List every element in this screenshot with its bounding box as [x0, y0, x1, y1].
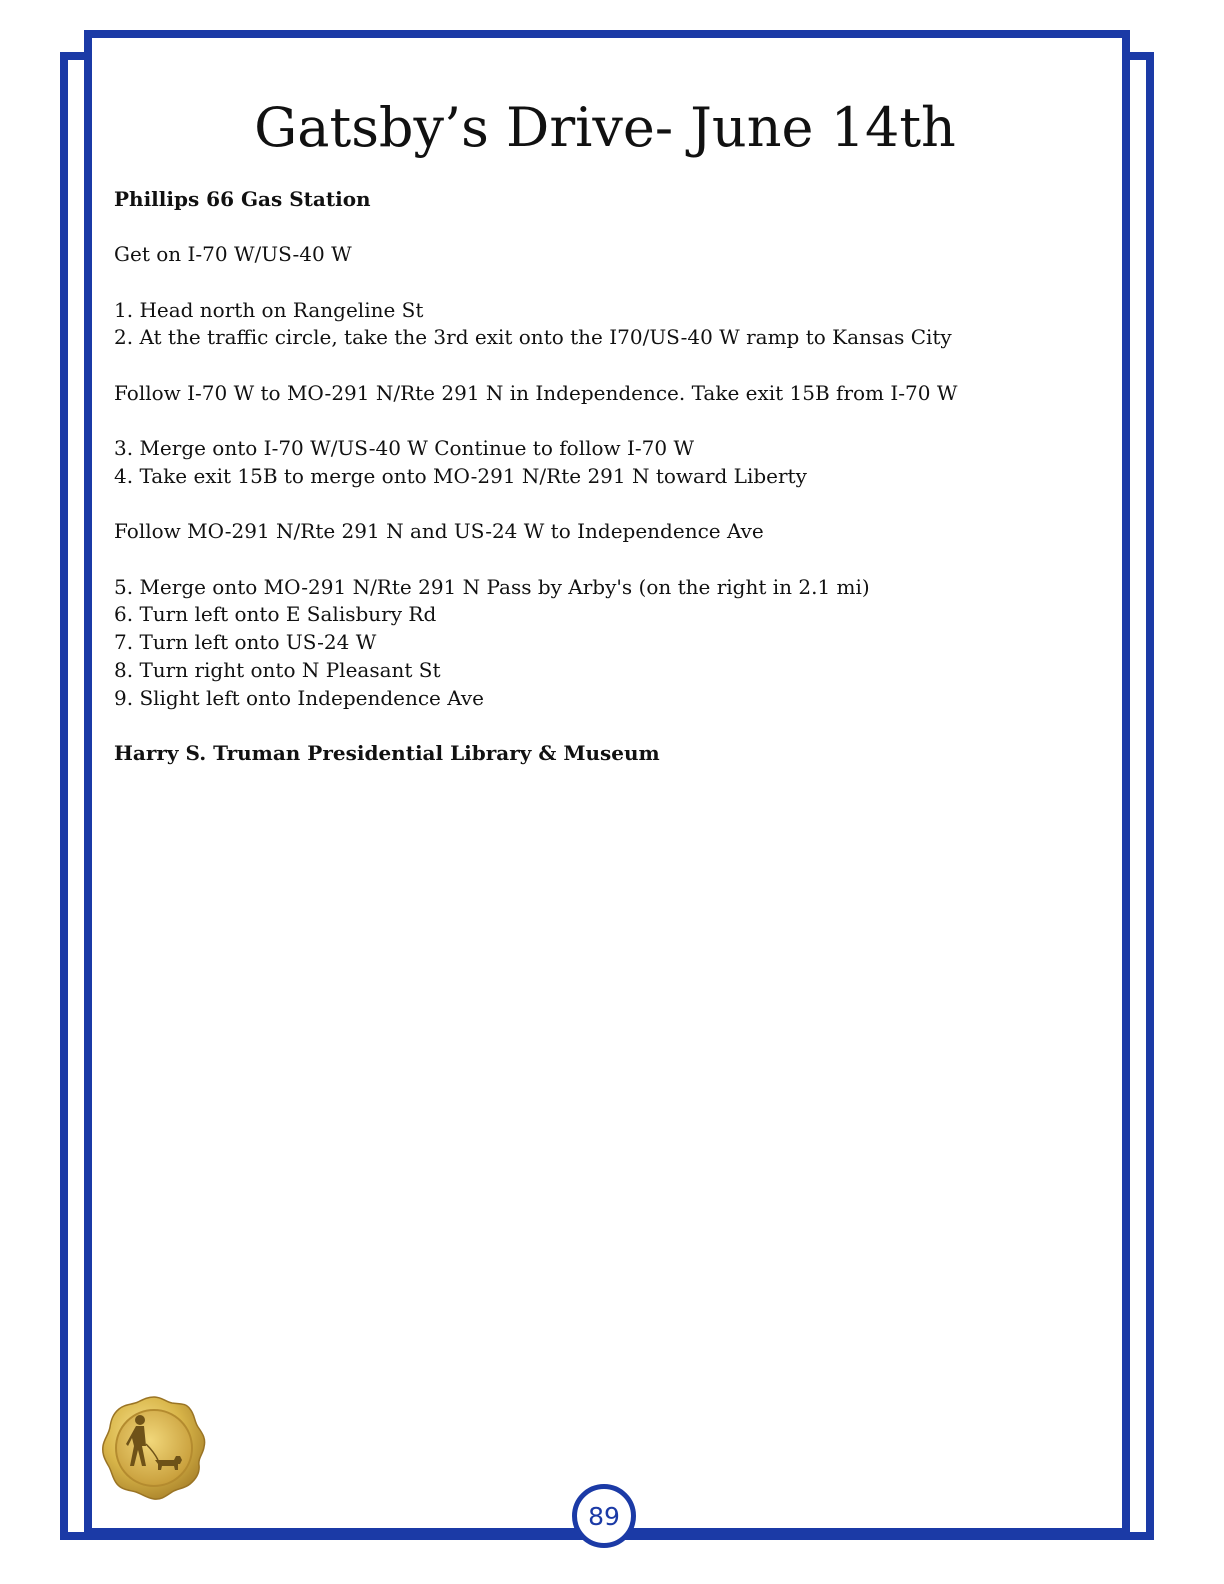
direction-step: 1. Head north on Rangeline St — [114, 297, 424, 322]
direction-step: 4. Take exit 15B to merge onto MO-291 N/Rte 291 N toward Liberty — [114, 463, 807, 488]
direction-step: 7. Turn left onto US-24 W — [114, 630, 377, 655]
spacer — [114, 491, 1094, 519]
spacer — [114, 408, 1094, 436]
destination: Harry S. Truman Presidential Library & Museum — [114, 740, 660, 765]
direction-step: 3. Merge onto I-70 W/US-40 W Continue to follow I-70 W — [114, 436, 695, 461]
walker-with-dog-seal-icon — [100, 1394, 208, 1502]
section-heading: Get on I-70 W/US-40 W — [114, 242, 352, 267]
page-number: 89 — [572, 1484, 636, 1548]
direction-step: 5. Merge onto MO-291 N/Rte 291 N Pass by Arby's (on the right in 2.1 mi) — [114, 574, 870, 599]
direction-step: 2. At the traffic circle, take the 3rd exit onto the I70/US-40 W ramp to Kansas City — [114, 325, 952, 350]
spacer — [114, 712, 1094, 740]
directions — [114, 186, 1094, 768]
spacer — [114, 269, 1094, 297]
section-heading: Follow I-70 W to MO-291 N/Rte 291 N in Independence. Take exit 15B from I-70 W — [114, 380, 958, 405]
direction-step: 9. Slight left onto Independence Ave — [114, 685, 485, 710]
spacer — [114, 546, 1094, 574]
direction-step: 6. Turn left onto E Salisbury Rd — [114, 602, 437, 627]
page-title: Gatsby’s Drive- June 14th — [254, 96, 956, 159]
direction-step: 8. Turn right onto N Pleasant St — [114, 657, 441, 682]
spacer — [114, 352, 1094, 380]
section-heading: Follow MO-291 N/Rte 291 N and US-24 W to Independence Ave — [114, 519, 764, 544]
spacer — [114, 214, 1094, 242]
start-location: Phillips 66 Gas Station — [114, 187, 371, 211]
